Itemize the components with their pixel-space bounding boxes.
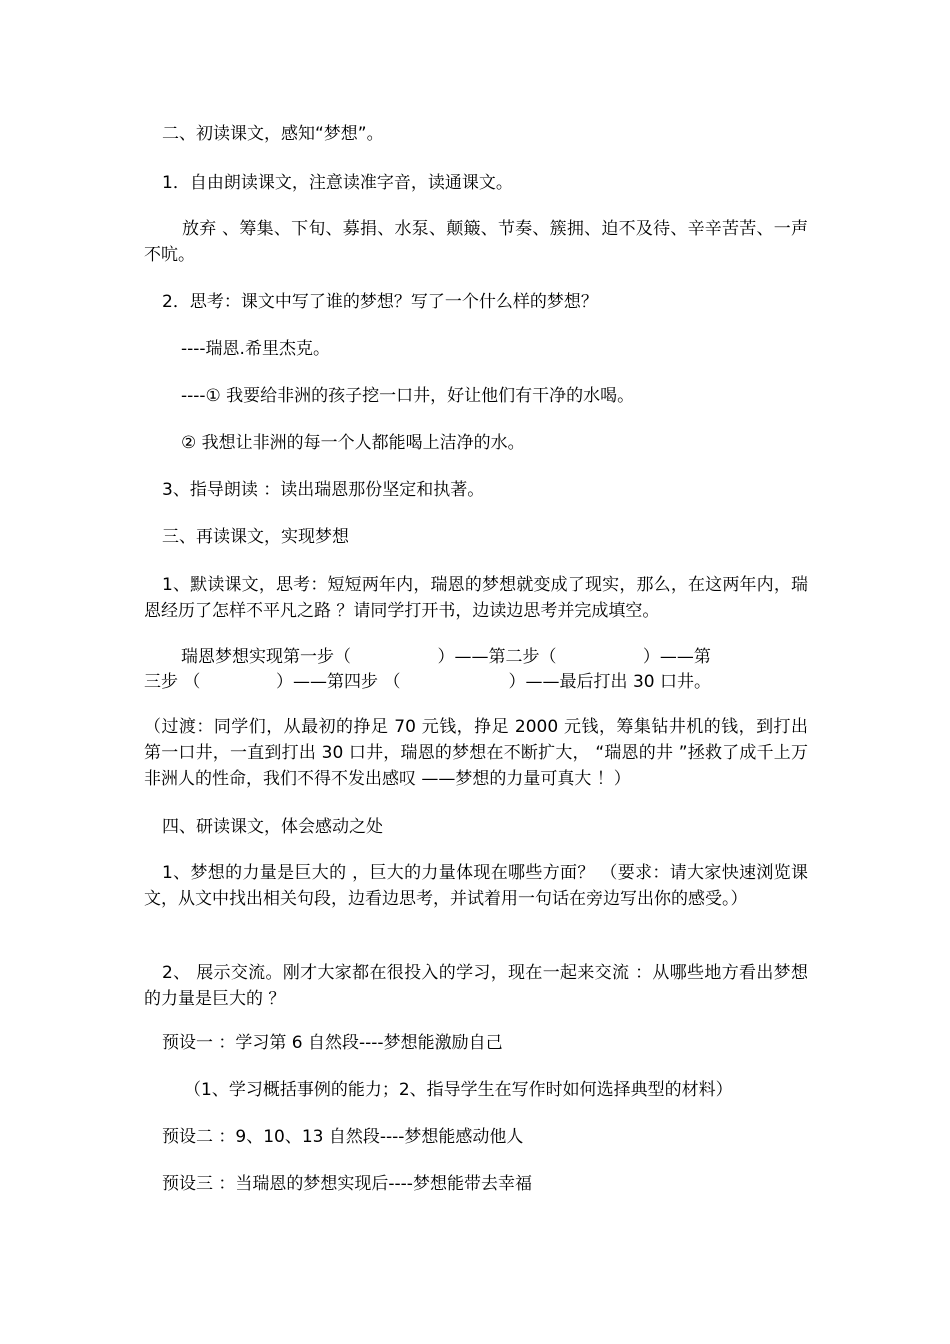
answer-who: ----瑞恩.希里杰克。 (181, 339, 330, 359)
preset-3: 预设三 ：当瑞恩的梦想实现后----梦想能带去幸福 (162, 1174, 532, 1194)
answer-dream-1: ----① 我要给非洲的孩子挖一口井，好让他们有干净的水喝。 (181, 386, 635, 406)
list-item-think: 2．思考：课文中写了谁的梦想？写了一个什么样的梦想？ (162, 292, 598, 312)
preset-1: 预设一 ：学习第 6 自然段----梦想能激励自己 (162, 1033, 503, 1053)
list-item-guided-reading: 3、指导朗读 ：读出瑞恩那份坚定和执著。 (162, 480, 485, 500)
section-heading-2: 二、初读课文，感知“梦想”。 (162, 124, 384, 144)
vocabulary-list: 放弃 、筹集、下旬、募捐、水泵、颠簸、节奏、簇拥、迫不及待、辛辛苦苦、一声不吭。 (144, 219, 808, 265)
steps-fill-blank-line-1: 瑞恩梦想实现第一步（ ）——第二步（ ）——第 (181, 647, 711, 667)
answer-dream-2: ② 我想让非洲的每一个人都能喝上洁净的水。 (181, 433, 525, 453)
steps-fill-blank-line-2: 三步 （ ）——第四步 （ ）——最后打出 30 口井。 (144, 672, 711, 692)
transition-paragraph: （过渡：同学们，从最初的挣足 70 元钱，挣足 2000 元钱，筹集钻井机的钱，到打出第一口井，一直到打出 30 口井，瑞恩的梦想在不断扩大， “瑞恩的井 ”拯救了成千上万非洲人的性命，我们不得不发出感叹 ——梦想的力量可真大 ！） (144, 717, 808, 789)
preset-1-note: （1、学习概括事例的能力；2、指导学生在写作时如何选择典型的材料） (184, 1080, 733, 1100)
section-heading-3: 三、再读课文，实现梦想 (162, 527, 349, 547)
section4-item-share: 2、 展示交流。刚才大家都在很投入的学习，现在一起来交流 ：从哪些地方看出梦想的力量是巨大的 ？ (144, 963, 808, 1009)
section4-item-power-of-dream: 1、梦想的力量是巨大的 ，巨大的力量体现在哪些方面？ （要求：请大家快速浏览课文，从文中找出相关句段，边看边思考，并试着用一句话在旁边写出你的感受。） (144, 863, 808, 909)
section3-item-silent-reading: 1、默读课文，思考：短短两年内，瑞恩的梦想就变成了现实，那么，在这两年内，瑞恩经历了怎样不平凡之路 ？请同学打开书，边读边思考并完成填空。 (144, 575, 808, 621)
preset-2: 预设二 ：9、10、13 自然段----梦想能感动他人 (162, 1127, 524, 1147)
list-item-read-aloud: 1．自由朗读课文，注意读准字音，读通课文。 (162, 173, 513, 193)
section-heading-4: 四、研读课文，体会感动之处 (162, 817, 383, 837)
